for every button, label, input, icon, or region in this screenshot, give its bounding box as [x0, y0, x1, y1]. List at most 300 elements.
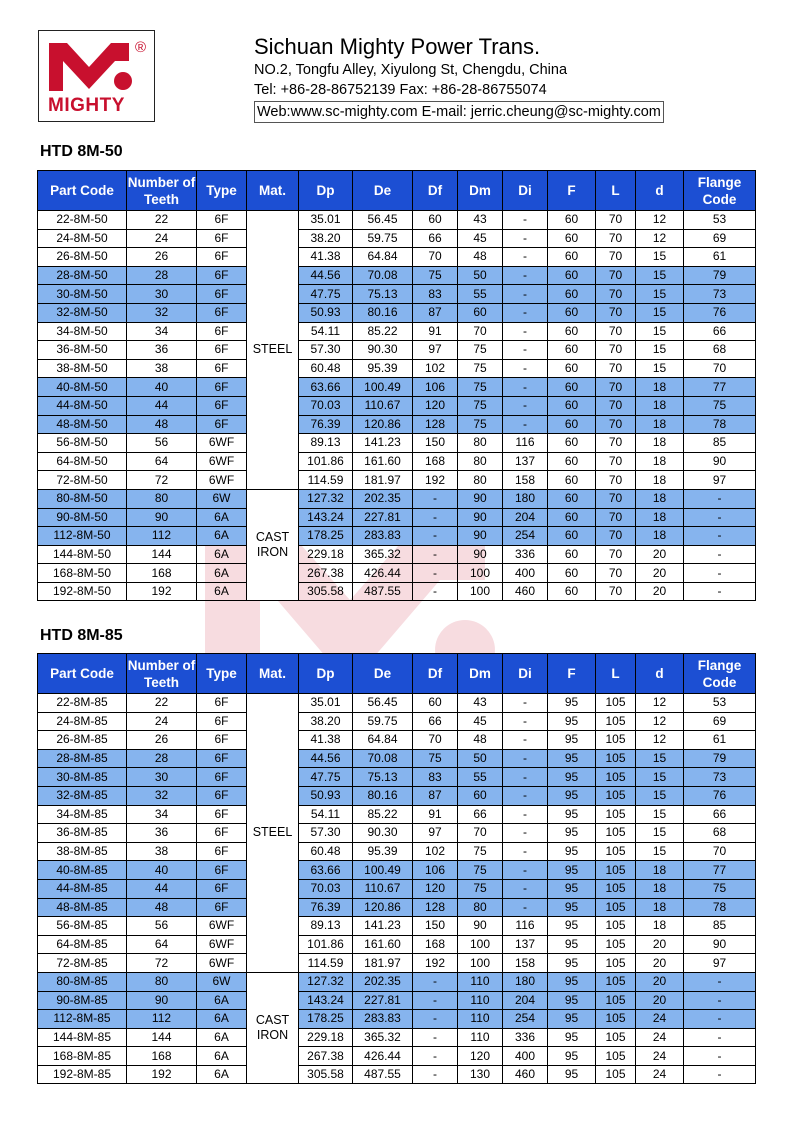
cell-f: 60	[548, 564, 596, 583]
cell-l: 70	[596, 434, 636, 453]
cell-f: 60	[548, 489, 596, 508]
cell-f: 60	[548, 452, 596, 471]
cell-part-code: 56-8M-50	[38, 434, 127, 453]
cell-de: 487.55	[353, 1065, 413, 1084]
table-row	[38, 564, 756, 583]
cell-de: 75.13	[353, 285, 413, 304]
cell-l: 105	[596, 731, 636, 750]
cell-l: 70	[596, 452, 636, 471]
cell-flange-code: 66	[684, 322, 756, 341]
material-cast-iron: CAST IRON	[247, 972, 299, 1084]
cell-teeth: 48	[127, 415, 197, 434]
material-cast-iron: CAST IRON	[247, 489, 299, 601]
cell-de: 202.35	[353, 489, 413, 508]
cell-dp: 229.18	[299, 545, 353, 564]
cell-di: -	[503, 303, 548, 322]
cell-df: 83	[413, 285, 458, 304]
cell-teeth: 64	[127, 935, 197, 954]
company-name: Sichuan Mighty Power Trans.	[254, 34, 541, 59]
table-row	[38, 248, 756, 267]
cell-l: 70	[596, 471, 636, 490]
cell-f: 95	[548, 805, 596, 824]
cell-de: 426.44	[353, 564, 413, 583]
cell-l: 70	[596, 266, 636, 285]
cell-type: 6W	[197, 972, 247, 991]
cell-df: -	[413, 489, 458, 508]
col-header-teeth: Number of Teeth	[127, 654, 197, 694]
table-row	[38, 322, 756, 341]
logo-text: MIGHTY	[48, 95, 125, 116]
cell-dp: 143.24	[299, 508, 353, 527]
cell-teeth: 80	[127, 489, 197, 508]
cell-f: 95	[548, 842, 596, 861]
cell-dp: 54.11	[299, 805, 353, 824]
cell-dp: 178.25	[299, 1010, 353, 1029]
cell-dm: 50	[458, 266, 503, 285]
cell-dp: 50.93	[299, 303, 353, 322]
cell-dp: 76.39	[299, 415, 353, 434]
cell-part-code: 90-8M-85	[38, 991, 127, 1010]
cell-de: 95.39	[353, 842, 413, 861]
cell-di: -	[503, 266, 548, 285]
cell-di: -	[503, 842, 548, 861]
cell-teeth: 34	[127, 322, 197, 341]
cell-f: 95	[548, 972, 596, 991]
cell-type: 6F	[197, 749, 247, 768]
cell-df: 168	[413, 452, 458, 471]
cell-flange-code: -	[684, 991, 756, 1010]
cell-dp: 305.58	[299, 1065, 353, 1084]
cell-type: 6A	[197, 564, 247, 583]
cell-l: 70	[596, 582, 636, 601]
cell-df: -	[413, 1010, 458, 1029]
cell-de: 181.97	[353, 471, 413, 490]
cell-l: 70	[596, 211, 636, 230]
cell-di: 460	[503, 582, 548, 601]
cell-dp: 143.24	[299, 991, 353, 1010]
cell-df: -	[413, 508, 458, 527]
cell-part-code: 192-8M-85	[38, 1065, 127, 1084]
cell-teeth: 30	[127, 285, 197, 304]
cell-dp: 35.01	[299, 211, 353, 230]
cell-di: -	[503, 285, 548, 304]
cell-flange-code: 85	[684, 434, 756, 453]
cell-dm: 100	[458, 582, 503, 601]
cell-dm: 55	[458, 285, 503, 304]
cell-de: 202.35	[353, 972, 413, 991]
cell-flange-code: 66	[684, 805, 756, 824]
cell-flange-code: 61	[684, 248, 756, 267]
cell-f: 60	[548, 378, 596, 397]
cell-type: 6F	[197, 266, 247, 285]
cell-part-code: 30-8M-50	[38, 285, 127, 304]
cell-d: 15	[636, 266, 684, 285]
cell-dp: 63.66	[299, 378, 353, 397]
table-row	[38, 489, 756, 508]
cell-flange-code: 75	[684, 396, 756, 415]
cell-flange-code: 73	[684, 285, 756, 304]
col-header-di: Di	[503, 654, 548, 694]
cell-f: 60	[548, 303, 596, 322]
cell-di: 254	[503, 527, 548, 546]
cell-flange-code: -	[684, 1047, 756, 1066]
cell-part-code: 64-8M-50	[38, 452, 127, 471]
cell-type: 6F	[197, 768, 247, 787]
cell-l: 70	[596, 378, 636, 397]
cell-teeth: 72	[127, 954, 197, 973]
cell-di: -	[503, 824, 548, 843]
cell-d: 18	[636, 378, 684, 397]
cell-part-code: 44-8M-50	[38, 396, 127, 415]
cell-flange-code: 69	[684, 712, 756, 731]
cell-teeth: 168	[127, 564, 197, 583]
cell-l: 105	[596, 694, 636, 713]
cell-f: 95	[548, 1028, 596, 1047]
cell-df: 120	[413, 879, 458, 898]
cell-dp: 89.13	[299, 917, 353, 936]
cell-di: -	[503, 248, 548, 267]
cell-de: 64.84	[353, 248, 413, 267]
cell-di: -	[503, 378, 548, 397]
cell-dp: 57.30	[299, 824, 353, 843]
cell-type: 6F	[197, 303, 247, 322]
cell-dp: 305.58	[299, 582, 353, 601]
cell-df: 75	[413, 749, 458, 768]
cell-teeth: 26	[127, 731, 197, 750]
cell-type: 6F	[197, 415, 247, 434]
cell-l: 70	[596, 303, 636, 322]
table-row	[38, 527, 756, 546]
cell-type: 6F	[197, 248, 247, 267]
company-logo	[38, 30, 155, 122]
cell-dm: 70	[458, 824, 503, 843]
cell-dp: 47.75	[299, 768, 353, 787]
company-info	[254, 34, 664, 123]
cell-de: 70.08	[353, 266, 413, 285]
cell-df: 128	[413, 415, 458, 434]
cell-f: 95	[548, 768, 596, 787]
cell-flange-code: -	[684, 1065, 756, 1084]
cell-di: -	[503, 749, 548, 768]
table-row	[38, 229, 756, 248]
cell-teeth: 22	[127, 694, 197, 713]
table-row	[38, 694, 756, 713]
cell-df: -	[413, 1065, 458, 1084]
cell-di: -	[503, 322, 548, 341]
col-header-d: d	[636, 654, 684, 694]
section-title-8m-85: HTD 8M-85	[40, 627, 123, 644]
cell-df: 87	[413, 786, 458, 805]
cell-flange-code: 76	[684, 786, 756, 805]
cell-dm: 55	[458, 768, 503, 787]
cell-part-code: 38-8M-50	[38, 359, 127, 378]
table-row	[38, 1010, 756, 1029]
cell-d: 20	[636, 954, 684, 973]
material-steel: STEEL	[247, 694, 299, 973]
cell-df: -	[413, 991, 458, 1010]
cell-dp: 267.38	[299, 1047, 353, 1066]
cell-dm: 90	[458, 508, 503, 527]
cell-type: 6A	[197, 1065, 247, 1084]
cell-flange-code: 78	[684, 415, 756, 434]
cell-f: 95	[548, 731, 596, 750]
cell-teeth: 22	[127, 211, 197, 230]
cell-d: 24	[636, 1065, 684, 1084]
cell-part-code: 26-8M-50	[38, 248, 127, 267]
col-header-teeth: Number of Teeth	[127, 171, 197, 211]
cell-dp: 41.38	[299, 731, 353, 750]
cell-df: -	[413, 1047, 458, 1066]
cell-l: 105	[596, 1010, 636, 1029]
cell-de: 141.23	[353, 917, 413, 936]
cell-de: 426.44	[353, 1047, 413, 1066]
cell-f: 60	[548, 545, 596, 564]
cell-l: 105	[596, 935, 636, 954]
table-row	[38, 266, 756, 285]
table-row	[38, 842, 756, 861]
cell-l: 105	[596, 898, 636, 917]
col-header-type: Type	[197, 654, 247, 694]
cell-de: 64.84	[353, 731, 413, 750]
col-header-dm: Dm	[458, 171, 503, 211]
col-header-type: Type	[197, 171, 247, 211]
cell-dp: 229.18	[299, 1028, 353, 1047]
table-row	[38, 861, 756, 880]
col-header-mat: Mat.	[247, 171, 299, 211]
cell-df: 66	[413, 712, 458, 731]
cell-flange-code: 73	[684, 768, 756, 787]
cell-df: 70	[413, 731, 458, 750]
cell-l: 70	[596, 229, 636, 248]
cell-flange-code: 90	[684, 452, 756, 471]
cell-teeth: 90	[127, 991, 197, 1010]
cell-l: 105	[596, 768, 636, 787]
cell-flange-code: 76	[684, 303, 756, 322]
cell-teeth: 44	[127, 396, 197, 415]
table-row	[38, 396, 756, 415]
cell-di: 158	[503, 954, 548, 973]
cell-dm: 60	[458, 786, 503, 805]
cell-di: 204	[503, 991, 548, 1010]
table-row	[38, 303, 756, 322]
cell-teeth: 112	[127, 1010, 197, 1029]
cell-type: 6WF	[197, 452, 247, 471]
cell-dm: 80	[458, 452, 503, 471]
cell-type: 6F	[197, 861, 247, 880]
cell-di: -	[503, 731, 548, 750]
cell-flange-code: 75	[684, 879, 756, 898]
cell-dp: 41.38	[299, 248, 353, 267]
cell-d: 20	[636, 545, 684, 564]
cell-d: 18	[636, 508, 684, 527]
cell-f: 60	[548, 527, 596, 546]
cell-teeth: 144	[127, 545, 197, 564]
cell-f: 95	[548, 694, 596, 713]
cell-de: 80.16	[353, 786, 413, 805]
cell-l: 105	[596, 712, 636, 731]
cell-l: 70	[596, 527, 636, 546]
cell-flange-code: 90	[684, 935, 756, 954]
cell-part-code: 80-8M-85	[38, 972, 127, 991]
cell-di: 116	[503, 434, 548, 453]
cell-de: 487.55	[353, 582, 413, 601]
table-row	[38, 712, 756, 731]
cell-type: 6A	[197, 1047, 247, 1066]
cell-de: 56.45	[353, 211, 413, 230]
cell-df: 120	[413, 396, 458, 415]
cell-flange-code: 79	[684, 266, 756, 285]
cell-df: 70	[413, 248, 458, 267]
cell-dm: 80	[458, 898, 503, 917]
cell-type: 6A	[197, 527, 247, 546]
cell-dm: 120	[458, 1047, 503, 1066]
cell-di: 180	[503, 972, 548, 991]
cell-di: 460	[503, 1065, 548, 1084]
cell-d: 15	[636, 303, 684, 322]
cell-dp: 44.56	[299, 266, 353, 285]
col-header-dp: Dp	[299, 171, 353, 211]
cell-l: 105	[596, 824, 636, 843]
cell-part-code: 64-8M-85	[38, 935, 127, 954]
cell-d: 12	[636, 731, 684, 750]
cell-l: 105	[596, 1065, 636, 1084]
cell-di: 336	[503, 545, 548, 564]
table-row	[38, 434, 756, 453]
table-row	[38, 1065, 756, 1084]
cell-de: 161.60	[353, 452, 413, 471]
cell-l: 105	[596, 917, 636, 936]
cell-f: 95	[548, 935, 596, 954]
cell-di: -	[503, 359, 548, 378]
cell-flange-code: -	[684, 545, 756, 564]
cell-f: 95	[548, 712, 596, 731]
table-row	[38, 508, 756, 527]
cell-type: 6F	[197, 805, 247, 824]
cell-flange-code: 53	[684, 694, 756, 713]
cell-dm: 80	[458, 471, 503, 490]
cell-dm: 75	[458, 396, 503, 415]
cell-dm: 75	[458, 879, 503, 898]
cell-part-code: 168-8M-50	[38, 564, 127, 583]
company-phone-fax: Tel: +86-28-86752139 Fax: +86-28-86755074	[254, 82, 547, 98]
cell-type: 6A	[197, 991, 247, 1010]
cell-dp: 38.20	[299, 712, 353, 731]
cell-part-code: 38-8M-85	[38, 842, 127, 861]
cell-type: 6WF	[197, 935, 247, 954]
cell-dm: 100	[458, 954, 503, 973]
cell-d: 18	[636, 917, 684, 936]
cell-flange-code: 68	[684, 824, 756, 843]
cell-dm: 110	[458, 972, 503, 991]
cell-part-code: 36-8M-85	[38, 824, 127, 843]
col-header-dp: Dp	[299, 654, 353, 694]
cell-teeth: 32	[127, 786, 197, 805]
table-row	[38, 768, 756, 787]
cell-flange-code: 77	[684, 861, 756, 880]
cell-teeth: 72	[127, 471, 197, 490]
cell-d: 18	[636, 415, 684, 434]
cell-type: 6A	[197, 1010, 247, 1029]
cell-dm: 75	[458, 415, 503, 434]
cell-di: -	[503, 396, 548, 415]
cell-d: 20	[636, 935, 684, 954]
cell-d: 18	[636, 434, 684, 453]
cell-f: 60	[548, 415, 596, 434]
cell-dm: 48	[458, 731, 503, 750]
cell-part-code: 48-8M-85	[38, 898, 127, 917]
cell-dm: 110	[458, 1010, 503, 1029]
cell-di: -	[503, 805, 548, 824]
cell-dp: 101.86	[299, 935, 353, 954]
col-header-l: L	[596, 171, 636, 211]
cell-type: 6F	[197, 842, 247, 861]
cell-df: 192	[413, 471, 458, 490]
cell-df: 150	[413, 434, 458, 453]
cell-f: 95	[548, 991, 596, 1010]
cell-part-code: 192-8M-50	[38, 582, 127, 601]
cell-di: -	[503, 211, 548, 230]
cell-di: -	[503, 415, 548, 434]
cell-dp: 57.30	[299, 341, 353, 360]
cell-d: 20	[636, 582, 684, 601]
cell-part-code: 36-8M-50	[38, 341, 127, 360]
col-header-df: Df	[413, 171, 458, 211]
cell-flange-code: -	[684, 582, 756, 601]
cell-dm: 90	[458, 917, 503, 936]
cell-part-code: 168-8M-85	[38, 1047, 127, 1066]
cell-d: 12	[636, 712, 684, 731]
cell-di: 204	[503, 508, 548, 527]
cell-l: 105	[596, 972, 636, 991]
cell-dp: 101.86	[299, 452, 353, 471]
cell-l: 105	[596, 1028, 636, 1047]
cell-df: 97	[413, 824, 458, 843]
cell-df: -	[413, 1028, 458, 1047]
cell-teeth: 40	[127, 861, 197, 880]
cell-dm: 80	[458, 434, 503, 453]
cell-type: 6F	[197, 786, 247, 805]
cell-dm: 90	[458, 489, 503, 508]
cell-di: -	[503, 229, 548, 248]
cell-teeth: 144	[127, 1028, 197, 1047]
cell-type: 6F	[197, 211, 247, 230]
cell-df: 106	[413, 861, 458, 880]
cell-teeth: 168	[127, 1047, 197, 1066]
cell-part-code: 80-8M-50	[38, 489, 127, 508]
cell-flange-code: -	[684, 972, 756, 991]
cell-teeth: 30	[127, 768, 197, 787]
cell-d: 15	[636, 824, 684, 843]
cell-type: 6A	[197, 545, 247, 564]
cell-part-code: 40-8M-50	[38, 378, 127, 397]
table-row	[38, 211, 756, 230]
registered-mark: ®	[135, 39, 147, 56]
cell-dm: 43	[458, 694, 503, 713]
cell-type: 6F	[197, 378, 247, 397]
cell-l: 70	[596, 508, 636, 527]
cell-dm: 130	[458, 1065, 503, 1084]
cell-type: 6F	[197, 898, 247, 917]
cell-type: 6A	[197, 582, 247, 601]
cell-l: 105	[596, 749, 636, 768]
cell-de: 85.22	[353, 805, 413, 824]
cell-d: 12	[636, 211, 684, 230]
cell-dp: 70.03	[299, 879, 353, 898]
cell-dm: 75	[458, 378, 503, 397]
cell-di: 400	[503, 1047, 548, 1066]
cell-de: 365.32	[353, 1028, 413, 1047]
cell-part-code: 34-8M-50	[38, 322, 127, 341]
